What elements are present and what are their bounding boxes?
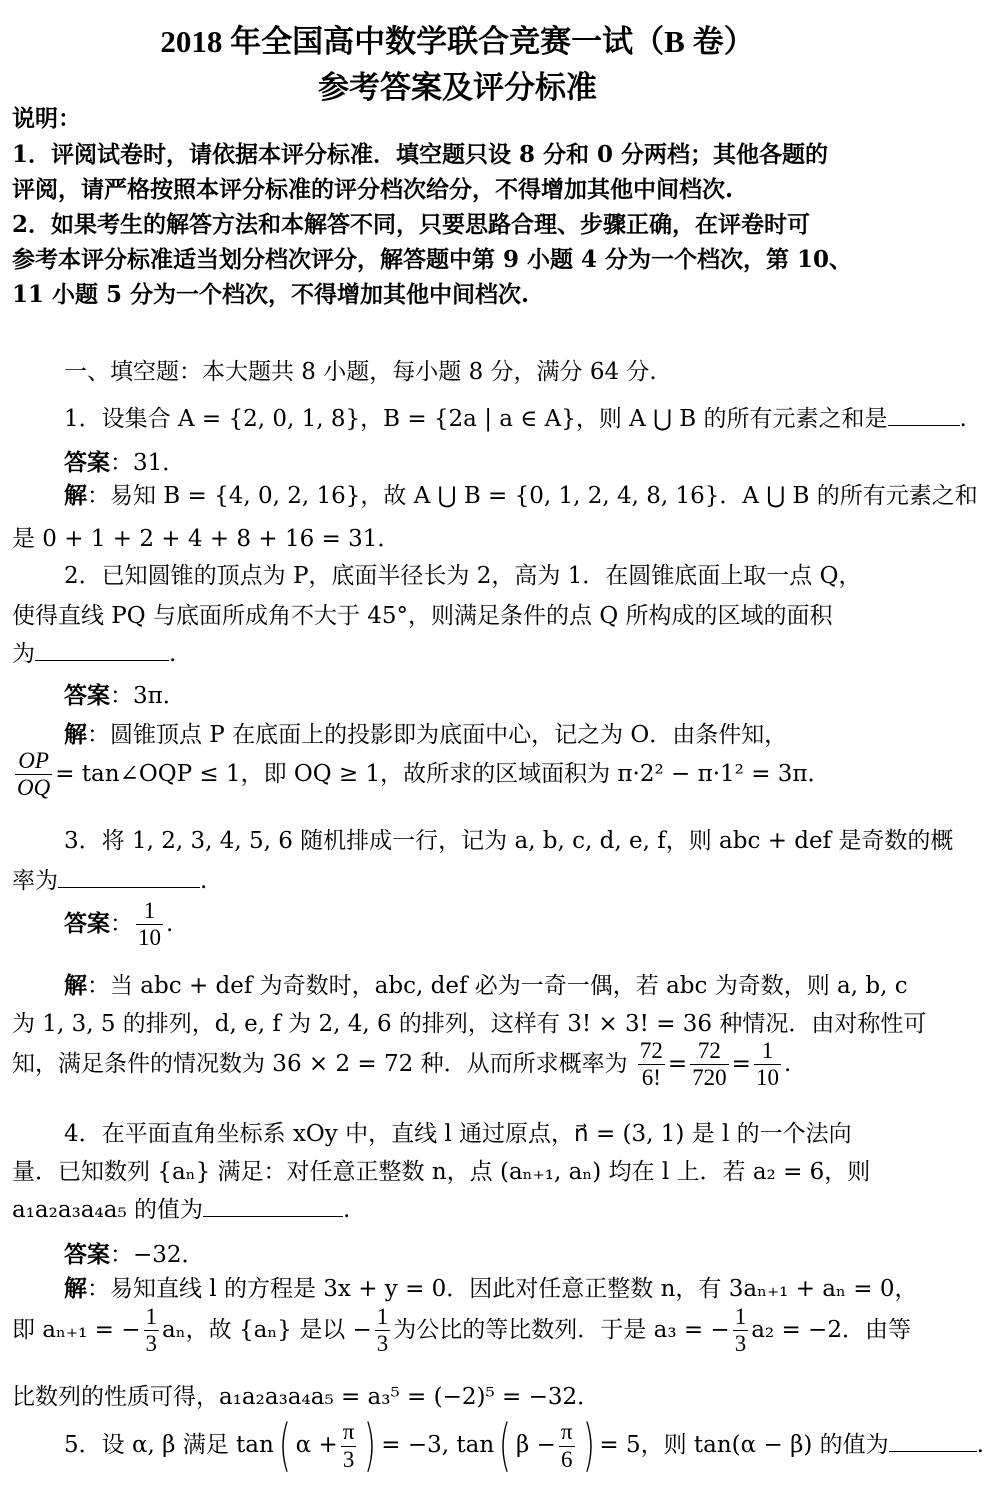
problem-2-solution: 解：圆锥顶点 P 在底面上的投影即为底面中心，记之为 O．由条件知， [64, 721, 788, 748]
answer-label: 答案 [64, 682, 110, 709]
fraction: $\frac{OP}{OQ}$ [17, 748, 51, 801]
problem-3-question: 3．将 1, 2, 3, 4, 5, 6 随机排成一行，记为 a, b, c, d, e, f，则 abc + def 是奇数的概 [64, 828, 954, 854]
problem-3-answer: 答案： $\frac{1}{10}$ . [64, 898, 174, 951]
solution-line: 知，满足条件的情况数为 36 × 2 = 72 种．从而所求概率为 $\frac{72}{6!}$ = $\frac{72}{720}$ = $\frac{1}{10}$ . [12, 1038, 792, 1091]
right-paren: ) [364, 1413, 377, 1478]
section-heading: 一、填空题：本大题共 8 小题，每小题 8 分，满分 64 分. [64, 359, 657, 385]
note-line: 11 小题 5 分为一个档次，不得增加其他中间档次. [12, 281, 530, 308]
answer-label: 答案 [64, 449, 110, 476]
answer-value: 31． [133, 450, 186, 476]
note-line: 评阅，请严格按照本评分标准的评分档次给分，不得增加其他中间档次. [12, 176, 734, 203]
problem-3-solution: 解：当 abc + def 为奇数时，abc, def 必为一奇一偶，若 abc 为奇数，则 a, b, c [64, 972, 908, 999]
problem-2-question: 2．已知圆锥的顶点为 P，底面半径长为 2，高为 1．在圆锥底面上取一点 Q， [64, 563, 862, 589]
solution-line: 即 aₙ₊₁ = − $\frac{1}{3}$ aₙ，故 {aₙ} 是以 − $\frac{1}{3}$ 为公比的等比数列．于是 a₃ = − $\frac{1}{3}$ a₂ = −2．由等 [12, 1304, 911, 1357]
answer-label: 答案 [64, 1241, 110, 1268]
question-line: 率为 . [12, 868, 208, 894]
right-paren: ) [582, 1413, 595, 1478]
notes-heading: 说明： [12, 105, 81, 132]
fraction: $\frac{1}{3}$ [734, 1304, 747, 1357]
problem-4-answer: 答案：−32． [64, 1241, 205, 1268]
problem-4-solution: 解：易知直线 l 的方程是 3x + y = 0．因此对任意正整数 n，有 3aₙ₊₁ + aₙ = 0， [64, 1275, 918, 1302]
problem-1-question: 1．设集合 A = {2, 0, 1, 8}，B = {2a | a ∈ A}，则 A ⋃ B 的所有元素之和是 . [64, 406, 967, 432]
solution-line: 比数列的性质可得，a₁a₂a₃a₄a₅ = a₃⁵ = (−2)⁵ = −32． [12, 1384, 601, 1410]
solution-line: 为 1, 3, 5 的排列，d, e, f 为 2, 4, 6 的排列，这样有 3! × 3! = 36 种情况．由对称性可 [12, 1011, 927, 1037]
solution-label: 解 [64, 972, 87, 999]
problem-4-question: 4．在平面直角坐标系 xOy 中，直线 l 通过原点，n⃗ = (3, 1) 是 l 的一个法向 [64, 1121, 852, 1147]
fraction: $\frac{\pi}{6}$ [560, 1419, 573, 1472]
fraction: $\frac{72}{720}$ [692, 1038, 727, 1091]
fraction: $\frac{1}{3}$ [145, 1304, 157, 1357]
answer-blank [888, 407, 960, 426]
problem-1-answer: 答案：31． [64, 449, 186, 476]
left-paren: ( [499, 1413, 512, 1478]
solution-line: 是 0 + 1 + 2 + 4 + 8 + 16 = 31． [12, 526, 401, 552]
fraction: $\frac{1}{10}$ [755, 1038, 779, 1091]
question-text: 1．设集合 A = {2, 0, 1, 8}，B = {2a | a ∈ A}，则 A ⋃ B 的所有元素之和是 [64, 406, 888, 432]
answer-blank [889, 1433, 977, 1452]
answer-value: 3π． [133, 683, 186, 709]
fraction: $\frac{1}{3}$ [376, 1304, 389, 1357]
problem-5-question: 5．设 α, β 满足 tan( α + $\frac{\pi}{3}$ ) = −3, tan( β − $\frac{\pi}{6}$ ) = 5，则 tan(α − β) 的值为 . [64, 1413, 984, 1478]
note-line: 参考本评分标准适当划分档次评分，解答题中第 9 小题 4 分为一个档次，第 10、 [12, 246, 853, 273]
solution-label: 解 [64, 1275, 87, 1302]
solution-line: $\frac{OP}{OQ}$ = tan∠OQP ≤ 1，即 OQ ≥ 1，故所求的区域面积为 π·2² − π·1² = 3π． [17, 748, 831, 801]
solution-label: 解 [64, 721, 87, 748]
question-line: a₁a₂a₃a₄a₅ 的值为 . [12, 1197, 351, 1223]
answer-blank [203, 1198, 343, 1217]
solution-label: 解 [64, 482, 87, 509]
question-line: 为 . [12, 641, 177, 667]
title-line-1: 2018 年全国高中数学联合竞赛一试（B 卷） [160, 24, 755, 59]
question-line: 量．已知数列 {aₙ} 满足：对任意正整数 n，点 (aₙ₊₁, aₙ) 均在 l 上．若 a₂ = 6，则 [12, 1159, 871, 1185]
note-line: 2．如果考生的解答方法和本解答不同，只要思路合理、步骤正确，在评卷时可 [12, 211, 811, 238]
answer-fraction: $\frac{1}{10}$ [138, 898, 161, 951]
fraction: $\frac{72}{6!}$ [639, 1038, 663, 1091]
answer-blank [35, 642, 169, 661]
answer-value: −32． [133, 1242, 205, 1268]
answer-label: 答案 [64, 909, 110, 937]
fraction: $\frac{\pi}{3}$ [342, 1419, 355, 1472]
question-line: 使得直线 PQ 与底面所成角不大于 45°，则满足条件的点 Q 所构成的区域的面积 [12, 603, 833, 629]
answer-blank [58, 869, 200, 888]
problem-1-solution: 解：易知 B = {4, 0, 2, 16}，故 A ⋃ B = {0, 1, 2, 4, 8, 16}．A ⋃ B 的所有元素之和 [64, 482, 978, 509]
problem-2-answer: 答案：3π． [64, 682, 186, 709]
note-line: 1．评阅试卷时，请依据本评分标准．填空题只设 8 分和 0 分两档；其他各题的 [12, 141, 829, 168]
title-line-2: 参考答案及评分标准 [318, 70, 597, 105]
left-paren: ( [278, 1413, 291, 1478]
